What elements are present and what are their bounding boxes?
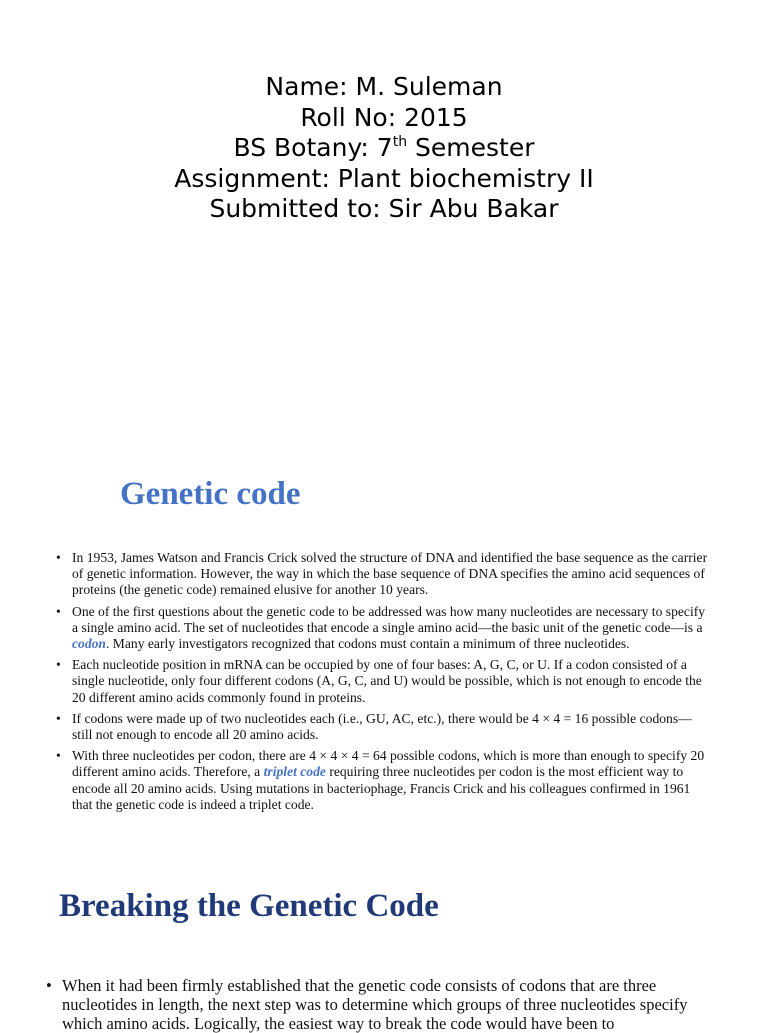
list-item bbox=[46, 976, 716, 1033]
bullet-text: Each nucleotide position in mRNA can be occupied by one of four bases: A, G, C, or U. If a codon consisted of a single nucleotide, only four different codons (A, G, C, and U) would be possible, which is not enough to encode the 20 different amino acids commonly found in proteins. bbox=[72, 657, 702, 705]
list-item bbox=[56, 657, 711, 706]
term-codon: codon bbox=[72, 636, 106, 652]
term-triplet-code: triplet code bbox=[263, 764, 326, 780]
title-block bbox=[0, 72, 768, 225]
list-item bbox=[56, 550, 711, 599]
bullet-text: In 1953, James Watson and Francis Crick solved the structure of DNA and identified the base sequence as the carrier of genetic information. However, the way in which the base sequence of DNA specifies the amino acid sequences of proteins (the genetic code) remained elusive for another 10 years. bbox=[72, 550, 708, 598]
program-suffix: Semester bbox=[407, 133, 535, 162]
breaking-code-heading: Breaking the Genetic Code bbox=[59, 888, 439, 924]
program-prefix: BS Botany: 7 bbox=[233, 133, 393, 162]
roll-number: Roll No: 2015 bbox=[300, 102, 468, 132]
student-name: Name: M. Suleman bbox=[265, 72, 503, 101]
bullet-text: With three nucleotides per codon, there are 4 × 4 × 4 = 64 possible codons, which is more than enough to specify 20 different amino acids. Therefore, a bbox=[72, 748, 705, 780]
genetic-code-heading: Genetic code bbox=[120, 476, 301, 512]
bullet-text: If codons were made up of two nucleotides each (i.e., GU, AC, etc.), there would be 4 × 4 = 16 possible codons—still not enough to encode all 20 amino acids. bbox=[72, 710, 692, 743]
bullet-text: requiring three nucleotides per codon is the most efficient way to encode all 20 amino acids. Using mutations in bacteriophage, Francis Crick and his colleagues confirmed in 1961 that the genetic code is indeed a triplet code. bbox=[72, 764, 691, 812]
list-item bbox=[56, 604, 711, 653]
bullet-text: One of the first questions about the genetic code to be addressed was how many nucleotides are necessary to specify a single amino acid. The set of nucleotides that encode a single amino acid—the basic unit of the genetic code—is a bbox=[72, 603, 706, 635]
submitted-to: Submitted to: Sir Abu Bakar bbox=[209, 194, 559, 223]
bullet-text: When it had been firmly established that the genetic code consists of codons that are three nucleotides in length, the next step was to determine which groups of three nucleotides specify which amino acids. Logically, the easiest way to break the code would have been to bbox=[62, 976, 688, 1033]
list-item bbox=[56, 711, 711, 743]
list-item bbox=[56, 748, 711, 813]
genetic-code-bullets bbox=[56, 550, 711, 818]
assignment-title: Assignment: Plant biochemistry II bbox=[174, 163, 594, 193]
program-superscript: th bbox=[392, 134, 408, 150]
breaking-code-bullets bbox=[46, 976, 716, 1033]
program-line bbox=[0, 133, 768, 164]
bullet-text: . Many early investigators recognized that codons must contain a minimum of three nucleotides. bbox=[105, 636, 630, 652]
